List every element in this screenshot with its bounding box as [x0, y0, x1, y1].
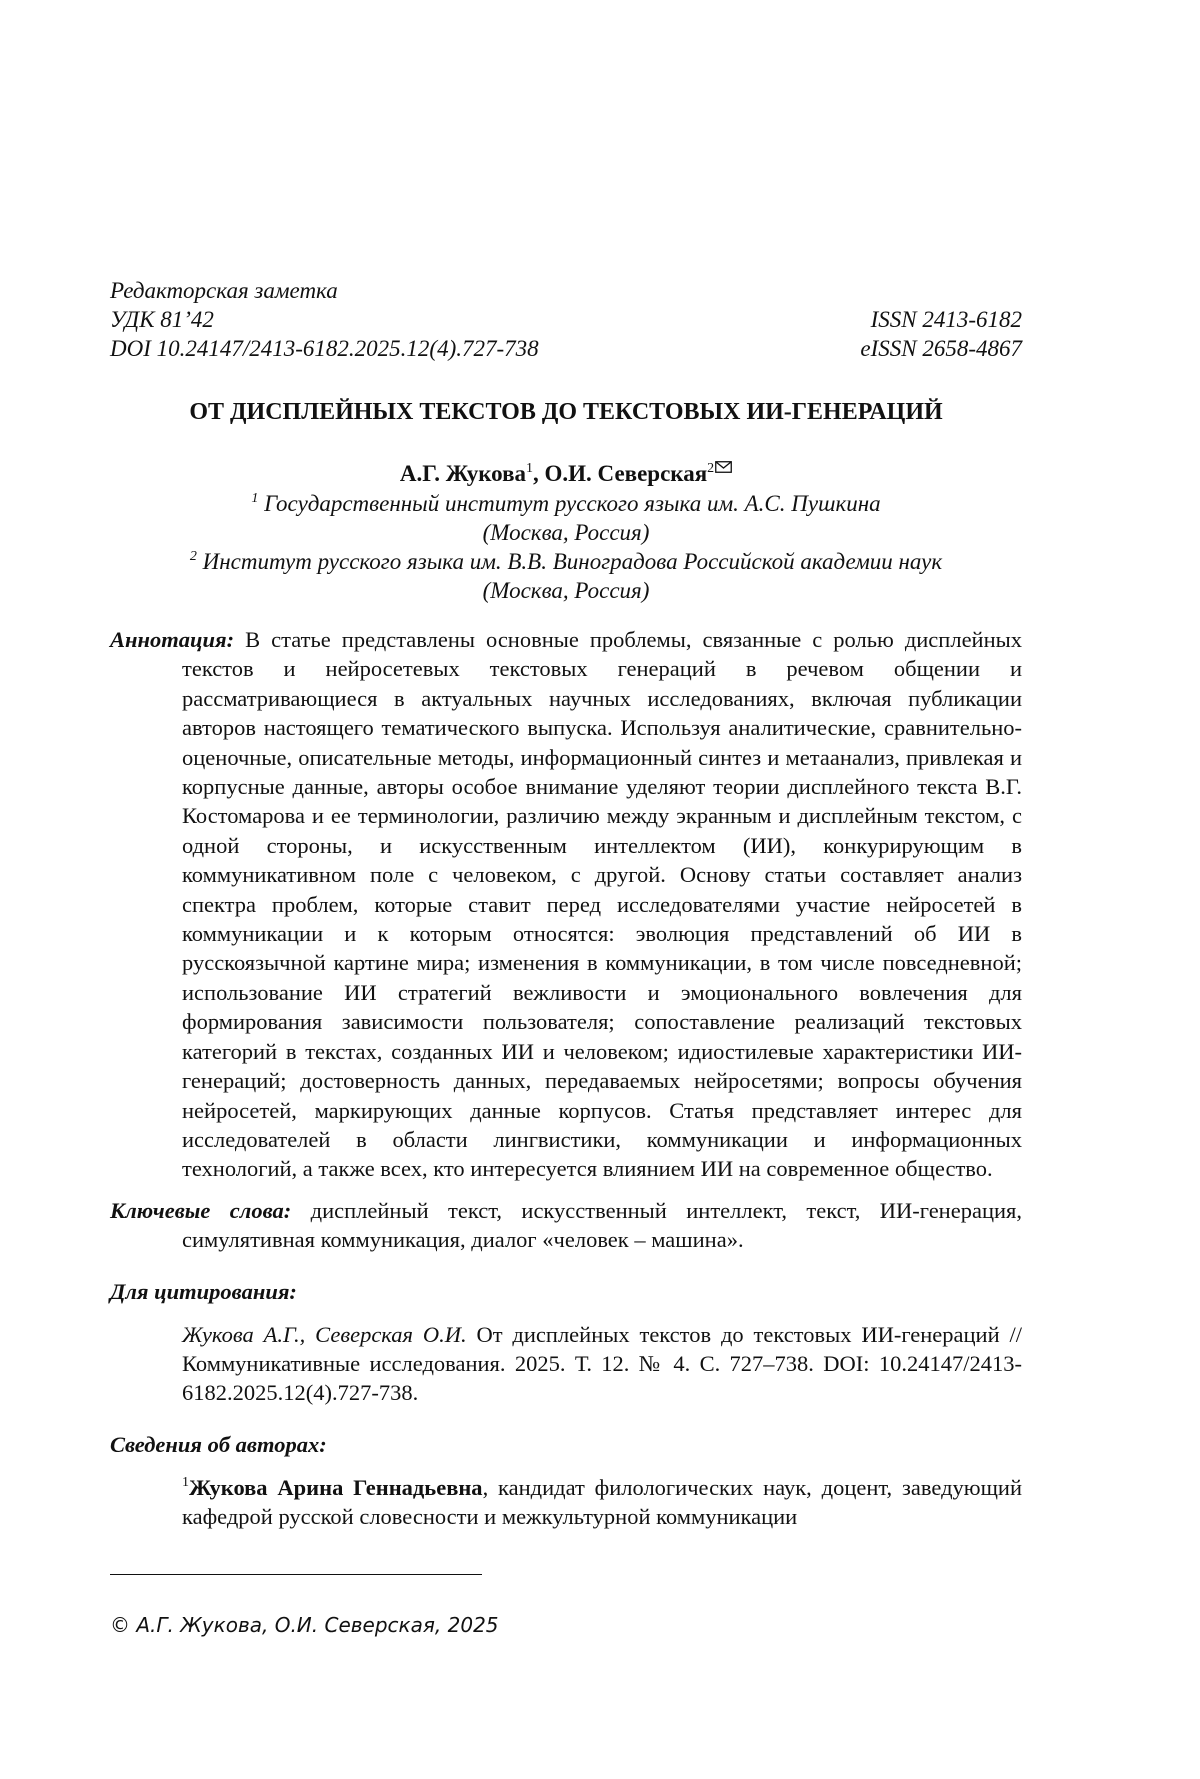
udc-code: УДК 81’42 — [110, 307, 214, 332]
affiliation-1 — [110, 489, 1022, 547]
affiliation-1-line-1 — [110, 489, 1022, 518]
affiliation-1-line-2: (Москва, Россия) — [482, 520, 650, 545]
keywords-text: дисплейный текст, искусственный интеллект, текст, ИИ-генерация, симулятивная коммуникация, диалог «человек – машина». — [182, 1197, 1023, 1253]
about-author-name: Жукова Арина Геннадьевна — [189, 1474, 483, 1500]
article-first-page — [110, 276, 1022, 1532]
eissn: eISSN 2658-4867 — [860, 336, 1022, 361]
affiliation-2 — [110, 547, 1022, 605]
article-type: Редакторская заметка — [110, 278, 338, 303]
doi: DOI 10.24147/2413-6182.2025.12(4).727-738 — [110, 336, 539, 361]
affiliation-2-sup: 2 — [189, 549, 197, 564]
header-row-2 — [110, 305, 1022, 334]
affiliation-1-name: Государственный институт русского языка им. А.С. Пушкина — [264, 491, 881, 516]
citation-heading: Для цитирования: — [110, 1278, 297, 1304]
issn: ISSN 2413-6182 — [870, 307, 1022, 332]
abstract — [110, 625, 1022, 1184]
envelope-icon[interactable] — [715, 451, 732, 481]
citation — [110, 1320, 1022, 1408]
copyright: © А.Г. Жукова, О.И. Северская, 2025 — [110, 1613, 499, 1637]
header-row-1 — [110, 276, 1022, 305]
affiliation-2-line-1 — [110, 547, 1022, 576]
authors-separator: , — [533, 461, 545, 486]
citation-text: От дисплейных текстов до текстовых ИИ-генераций // Коммуникативные исследования. 2025. Т. 12. № 4. С. 727–738. DOI: 10.24147/2413-6182.2025.12(4).727-738. — [182, 1321, 1022, 1406]
keywords — [110, 1196, 1022, 1255]
authors-line — [110, 451, 1022, 489]
author-1: А.Г. Жукова — [399, 461, 527, 486]
author-1-sup: 1 — [526, 461, 534, 476]
abstract-label: Аннотация: — [110, 627, 235, 652]
citation-authors: Жукова А.Г., Северская О.И. — [182, 1321, 467, 1347]
footnote-divider — [110, 1574, 482, 1575]
about-authors-heading: Сведения об авторах: — [110, 1431, 327, 1457]
header-row-3 — [110, 334, 1022, 363]
about-author-text: , кандидат филологических наук, доцент, заведующий кафедрой русской словесности и межкультурной коммуникации — [182, 1474, 1022, 1530]
article-title: ОТ ДИСПЛЕЙНЫХ ТЕКСТОВ ДО ТЕКСТОВЫХ ИИ-ГЕНЕРАЦИЙ — [189, 399, 943, 425]
author-2-sup: 2 — [707, 461, 715, 476]
affiliation-2-name: Институт русского языка им. В.В. Виноградова Российской академии наук — [202, 549, 943, 574]
keywords-label: Ключевые слова: — [110, 1197, 292, 1223]
about-author-sup: 1 — [182, 1474, 189, 1490]
affiliation-2-line-2: (Москва, Россия) — [482, 578, 650, 603]
affiliation-1-sup: 1 — [251, 491, 259, 506]
abstract-text: В статье представлены основные проблемы, связанные с ролью дисплейных текстов и нейросетевых текстовых генераций в речевом общении и рассматривающиеся в актуальных научных исследованиях, включая публикации авторов настоящего тематического выпуска. Используя аналитические, сравнительно-оценочные, описательные методы, информационный синтез и метаанализ, привлекая и корпусные данные, авторы особое внимание уделяют теории дисплейного текста В.Г. Костомарова и ее терминологии, различию между экранным и дисплейным текстом, с одной стороны, и искусственным интеллектом (ИИ), конкурирующим в коммуникативном поле с человеком, с другой. Основу статьи составляет анализ спектра проблем, которые ставит перед исследователями участие нейросетей в коммуникации и к которым относятся: эволюция представлений об ИИ в русскоязычной картине мира; изменения в коммуникации, в том числе повседневной; использование ИИ стратегий вежливости и эмоционального вовлечения для формирования зависимости пользователя; сопоставление реализаций текстовых категорий в текстах, созданных ИИ и человеком; идиостилевые характеристики ИИ-генераций; достоверность данных, передаваемых нейросетями; вопросы обучения нейросетей, маркирующих данные корпусов. Статья представляет интерес для исследователей в области лингвистики, коммуникации и информационных технологий, а также всех, кто интересуется влиянием ИИ на современное общество. — [182, 627, 1023, 1182]
author-2: О.И. Северская — [544, 461, 708, 486]
about-author-1 — [110, 1473, 1022, 1532]
